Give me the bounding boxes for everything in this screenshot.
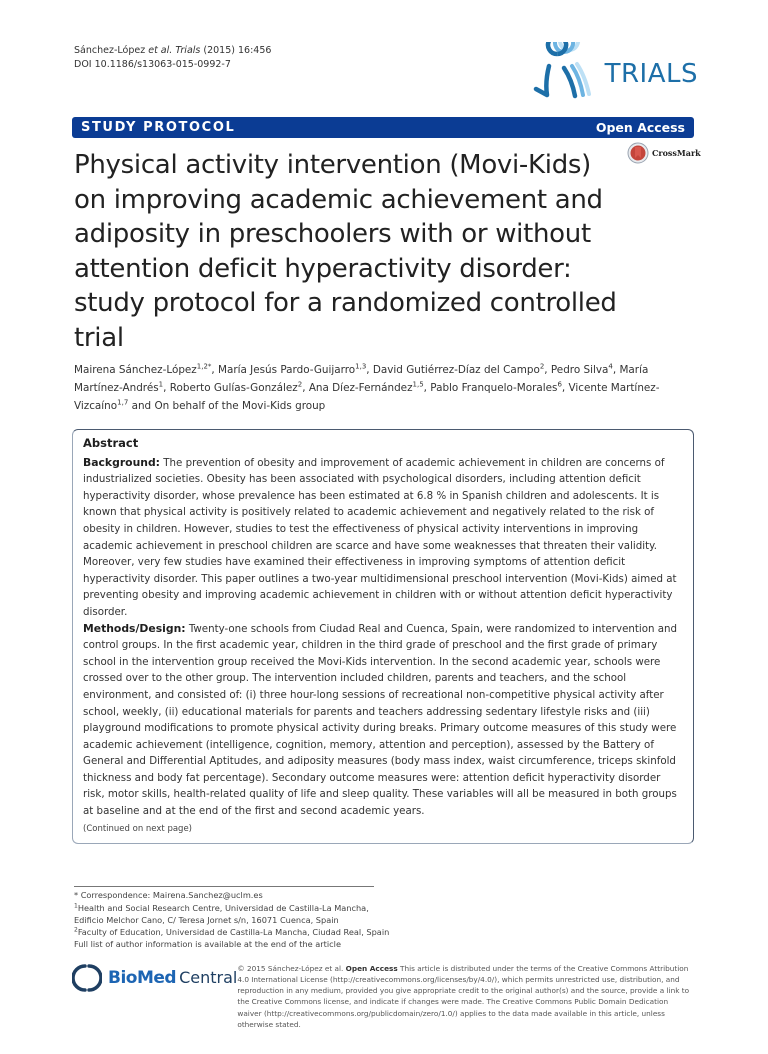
trials-logo [533,42,698,100]
article-title: Physical activity intervention (Movi-Kids) on improving academic achievement and adiposity in preschoolers with or without attention deficit hyperactivity disorder: study protocol for a randomized controlled trial [74,150,617,353]
background-label: Background: [83,455,160,469]
license-open-access: Open Access [345,963,398,973]
crossmark-button[interactable] [627,142,701,164]
author[interactable]: Pedro Silva$^4$ [550,362,613,376]
authors-group-note: and On behalf of the Movi-Kids group [131,400,326,412]
abstract-background [83,455,685,621]
doi[interactable]: DOI 10.1186/s13063-015-0992-7 [74,59,231,70]
methods-label: Methods/Design: [83,621,186,635]
citation-authors: Sánchez-López [74,45,146,56]
affiliation: $^1$Health and Social Research Centre, Universidad de Castilla-La Mancha, Edificio Melchor Cano, C/ Teresa Jornet s/n, 16071 Cuenca, Spain [74,901,369,925]
citation-etal: et al. [148,45,173,56]
author[interactable]: María Jesús Pardo-Guijarro$^{1,3}$ [218,362,367,376]
license-statement [237,963,694,1030]
license-text: This article is distributed under the terms of the Creative Commons Attribution 4.0 International License (http://creativecommons.org/licenses/by/4.0/), which permits unrestricted use, distribution, and reproduction in any medium, provided you give appropriate credit to the original author(s) and the source, provide a link to the Creative Commons license, and indicate if changes were made. The Creative Commons Public Domain Dedication waiver (http://creativecommons.org/publicdomain/zero/1.0/) applies to the data made available in this article, unless otherwise stated. [237,963,690,1029]
footnotes [74,889,394,950]
abstract-box [72,429,694,844]
crossmark-icon [627,142,649,164]
citation-line [74,44,271,58]
trials-logo-text: TRIALS [604,59,698,89]
copyright-prefix: © 2015 Sánchez-López et al. [237,963,344,973]
crossmark-label: CrossMark [652,148,701,158]
biomed-circle-icon [72,963,102,993]
author[interactable]: Pablo Franquelo-Morales$^6$ [430,380,562,394]
background-text: The prevention of obesity and improvement of academic achievement in children are concerns of industrialized societies. Obesity has been associated with psychological disorders, including attention deficit hyperactivity disorder, whose prevalence has been estimated at 6.8 % in Spanish children and adolescents. It is known that physical activity is positively related to academic achievement and negatively related to the risk of obesity in children. However, studies to test the effectiveness of physical activity interventions in improving academic achievement in preschool children are scarce and have some weaknesses that threaten their validity. Moreover, very few studies have examined their effectiveness in improving symptoms of attention deficit hyperactivity disorder. This paper outlines a two-year multidimensional preschool intervention (Movi-Kids) aimed at preventing obesity and improving academic achievement in children with or without attention deficit hyperactivity disorder. [83,456,677,618]
abstract-heading: Abstract [83,436,139,450]
affiliation: $^2$Faculty of Education, Universidad de Castilla-La Mancha, Ciudad Real, Spain [74,926,390,938]
full-author-info-note: Full list of author information is available at the end of the article [74,939,341,950]
biomed-central-logo [72,963,237,993]
title-row [74,148,701,355]
methods-text: Twenty-one schools from Ciudad Real and Cuenca, Spain, were randomized to intervention and control groups. In the first academic year, children in the third grade of preschool and the first grade of primary school in the intervention group received the Movi-Kids intervention. In the second academic year, schools were crossed over to the other group. The intervention included children, parents and teachers, and the school environment, and consisted of: (i) three hour-long sessions of recreational non-competitive physical activity after school, weekly, (ii) educational materials for parents and teachers addressing sedentary lifestyle risks and (iii) playground modifications to promote physical activity during breaks. Primary outcome measures of this study were academic achievement (intelligence, cognition, memory, attention and perception), assessed by the Battery of General and Differential Aptitudes, and adiposity measures (body mass index, waist circumference, triceps skinfold thickness and body fat percentage). Secondary outcome measures were: attention deficit hyperactivity disorder risk, motor skills, health-related quality of life and sleep quality. These variables will all be measured in both groups at baseline and at the end of the first and second academic years. [83,622,678,818]
author[interactable]: Roberto Gulías-González$^2$ [169,380,303,394]
trials-runner-icon [533,42,601,100]
author[interactable]: María Martínez-Andrés$^1$ [74,364,649,394]
citation-header [74,44,271,72]
page-footer [74,963,694,1030]
author[interactable]: David Gutiérrez-Díaz del Campo$^2$ [372,362,545,376]
abstract-methods [83,621,685,820]
article-type-label: STUDY PROTOCOL [81,120,236,135]
continued-note: (Continued on next page) [83,823,193,834]
author[interactable]: Vicente Martínez-Vizcaíno$^{1,7}$ [74,382,660,412]
author[interactable]: Ana Díez-Fernández$^{1,5}$ [308,380,424,394]
citation-journal: Trials [175,45,201,56]
biomed-logo-central: Central [179,968,238,988]
footnote-divider [74,886,374,887]
citation-volume: (2015) 16:456 [203,45,272,56]
page-header [74,44,698,110]
open-access-label: Open Access [595,120,685,135]
author[interactable]: Mairena Sánchez-López$^{1,2*}$ [74,362,212,376]
article-type-banner [72,117,694,138]
author-list: Mairena Sánchez-López$^{1,2*}$, María Jesús Pardo-Guijarro$^{1,3}$, David Gutiérrez-Díaz del Campo$^2$, Pedro Silva$^4$, María Martínez-Andrés$^1$, Roberto Gulías-González$^2$, Ana Díez-Fernández$^{1,5}$, Pablo Franquelo-Morales$^6$, Vicente Martínez-Vizcaíno$^{1,7}$ and On behalf of the Movi-Kids group [74,362,660,412]
biomed-logo-bold: BioMed [108,967,177,988]
correspondence[interactable]: * Correspondence: Mairena.Sanchez@uclm.es [74,890,263,901]
